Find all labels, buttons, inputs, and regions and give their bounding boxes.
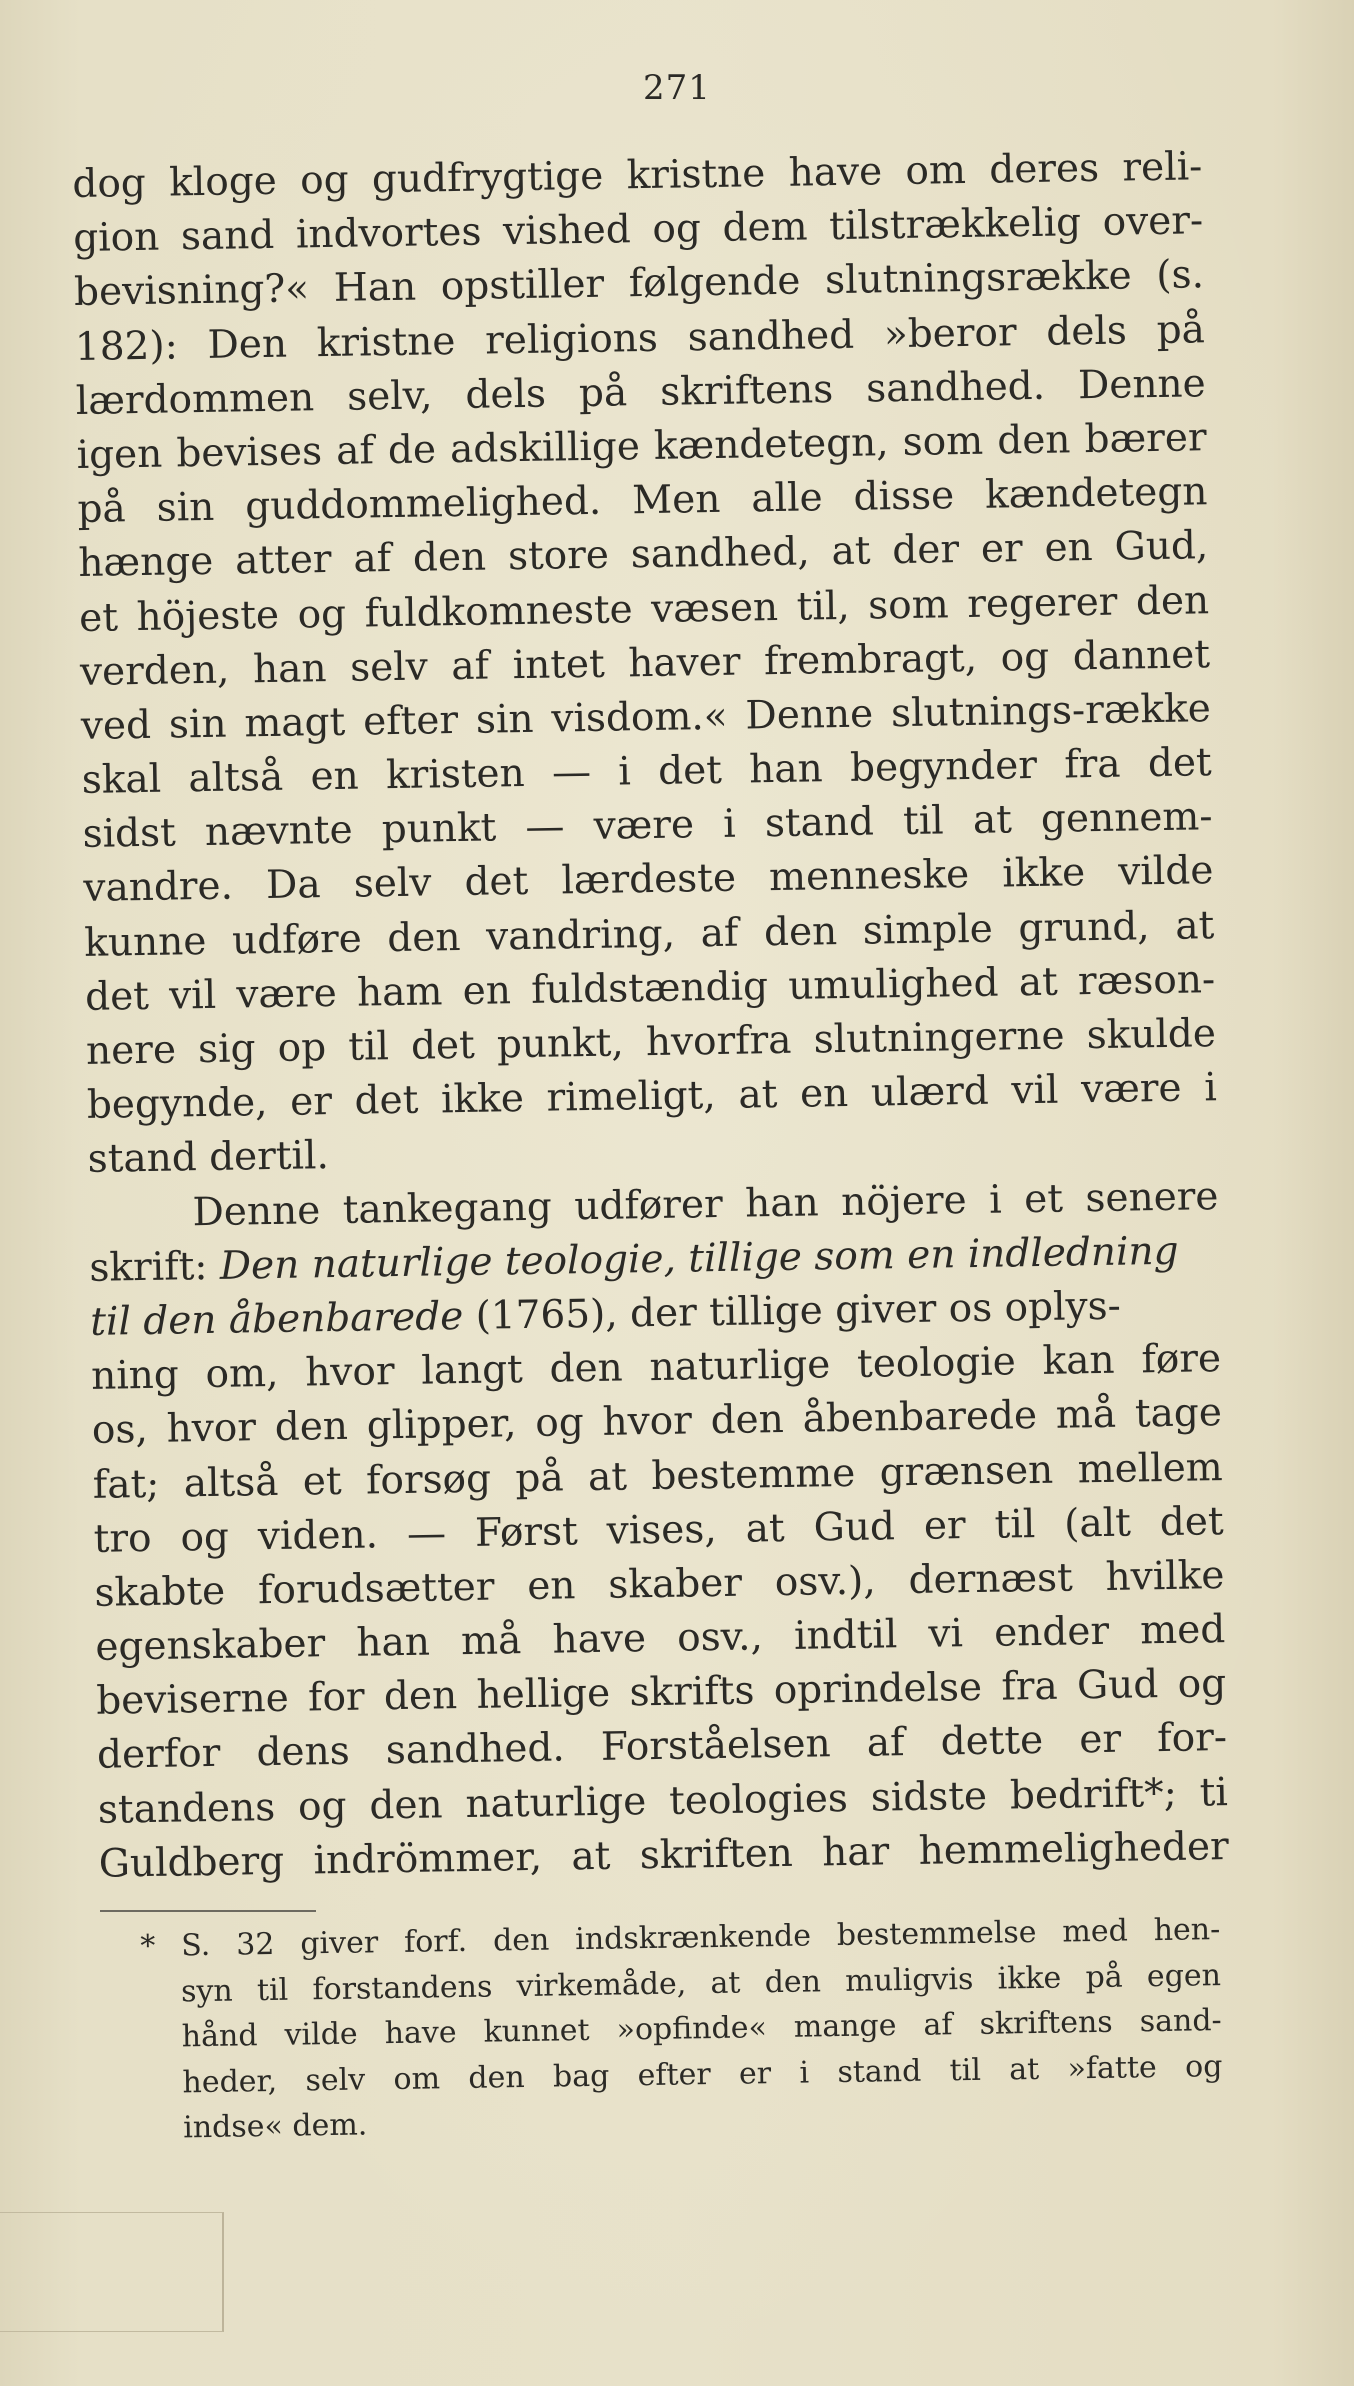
text-line: skabte forudsætter en skaber osv.), dernæst hvilke <box>94 1552 1225 1616</box>
library-stamp-frame <box>0 2212 224 2332</box>
book-title: Den naturlige teologie, tillige som en indledning <box>219 1228 1179 1289</box>
text-line: lærdommen selv, dels på skriftens sandhed. Denne <box>75 360 1207 424</box>
page-number: 271 <box>643 68 711 108</box>
text-line: Guldberg indrömmer, at skriften har hemmeligheder <box>98 1823 1230 1887</box>
footnote-line: * S. 32 giver forf. den indskrænkende bestemmelse med hen- <box>140 1912 1221 1964</box>
text-line: skal altså en kristen — i det han begynder fra det <box>81 740 1212 803</box>
text-line: nere sig op til det punkt, hvorfra slutningerne skulde <box>85 1011 1217 1074</box>
footnote-line: heder, selv om den bag efter er i stand til at »fatte og <box>182 2048 1223 2100</box>
footnote-line: hånd vilde have kunnet »opfinde« mange af skriftens sand- <box>181 2003 1222 2055</box>
text-line: sidst nævnte punkt — være i stand til at gennem- <box>82 794 1213 858</box>
text-line: os, hvor den glipper, og hvor den åbenbarede må tage <box>91 1390 1223 1454</box>
text-line: vandre. Da selv det lærdeste menneske ikke vilde <box>83 848 1214 912</box>
text-segment: skrift: <box>89 1243 221 1291</box>
text-line: derfor dens sandhed. Forståelsen af dette er for- <box>96 1715 1228 1779</box>
body-text <box>72 140 1229 1892</box>
book-title-cont: til den åbenbarede <box>89 1293 464 1345</box>
text-line: igen bevises af de adskillige kændetegn, som den bærer <box>76 415 1207 478</box>
text-line: et höjeste og fuldkomneste væsen til, som regerer den <box>78 577 1210 641</box>
text-line: gion sand indvortes vished og dem tilstrækkelig over- <box>72 198 1204 262</box>
text-line: fat; altså et forsøg på at bestemme grænsen mellem <box>92 1444 1224 1508</box>
text-line: ved sin magt efter sin visdom.« Denne slutnings-række <box>80 686 1212 749</box>
footnote-line: syn til forstandens virkemåde, at den muligvis ikke på egen <box>180 1957 1222 2009</box>
footnote <box>140 1907 1223 2151</box>
footnote-divider <box>100 1910 316 1912</box>
paragraph-start-line: Denne tankegang udfører han nöjere i et senere <box>192 1173 1219 1235</box>
footnote-line: indse« dem. <box>182 2107 368 2146</box>
text-line: på sin guddommelighed. Men alle disse kændetegn <box>77 469 1208 533</box>
text-line: bevisning?« Han opstiller følgende slutningsrække (s. <box>73 252 1205 316</box>
text-line: standens og den naturlige teologies sidste bedrift*; ti <box>97 1769 1229 1833</box>
text-line: ning om, hvor langt den naturlige teologie kan føre <box>90 1336 1222 1399</box>
text-line: 182): Den kristne religions sandhed »beror dels på <box>74 306 1206 370</box>
text-line: det vil være ham en fuldstændig umulighed at ræson- <box>84 956 1216 1020</box>
paragraph-end-line: stand dertil. <box>87 1133 330 1183</box>
text-line: tro og viden. — Først vises, at Gud er til (alt det <box>93 1498 1224 1562</box>
text-line: beviserne for den hellige skrifts oprindelse fra Gud og <box>95 1661 1227 1725</box>
text-line: kunne udføre den vandring, af den simple grund, at <box>83 902 1215 966</box>
text-line: begynde, er det ikke rimeligt, at en ulærd vil være i <box>86 1065 1218 1129</box>
text-line: egenskaber han må have osv., indtil vi ender med <box>95 1607 1226 1670</box>
text-segment: (1765), der tillige giver os oplys- <box>462 1283 1122 1339</box>
text-line: hænge atter af den store sandhed, at der er en Gud, <box>78 523 1209 587</box>
text-line: verden, han selv af intet haver frembragt, og dannet <box>79 631 1211 695</box>
text-line: dog kloge og gudfrygtige kristne have om deres reli- <box>72 144 1203 207</box>
